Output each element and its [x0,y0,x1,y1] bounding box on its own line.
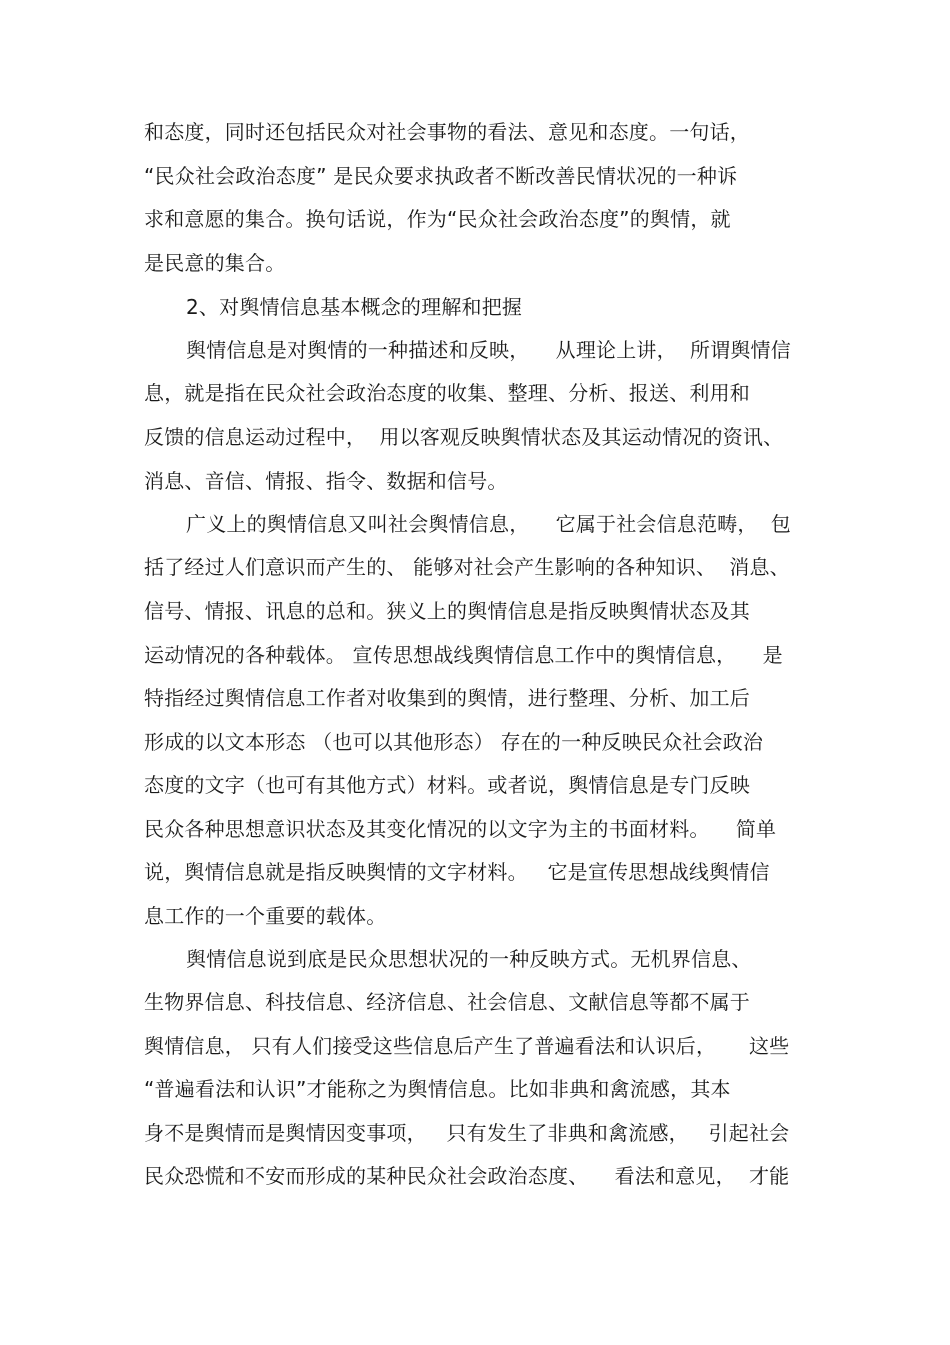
text-line: “普遍看法和认识”才能称之为舆情信息。比如非典和禽流感，其本 [144,1077,731,1101]
text-line: 运动情况的各种载体。 宣传思想战线舆情信息工作中的舆情信息， 是 [144,643,783,667]
text-line: 民众各种思想意识状态及其变化情况的以文字为主的书面材料。 简单 [144,817,777,841]
text-line: 和态度，同时还包括民众对社会事物的看法、意见和态度。一句话， [144,120,750,144]
text-line: 息工作的一个重要的载体。 [144,904,387,928]
text-line: 形成的以文本形态 （也可以其他形态） 存在的一种反映民众社会政治 [144,730,764,754]
text-line: 是民意的集合。 [144,251,286,275]
text-line: “民众社会政治态度” 是民众要求执政者不断改善民情状况的一种诉 [144,164,738,188]
text-line: 信号、情报、讯息的总和。狭义上的舆情信息是指反映舆情状态及其 [144,599,750,623]
section-heading: 2、对舆情信息基本概念的理解和把握 [186,295,523,319]
text-line: 态度的文字（也可有其他方式）材料。或者说，舆情信息是专门反映 [144,773,750,797]
text-line: 生物界信息、科技信息、经济信息、社会信息、文献信息等都不属于 [144,990,750,1014]
text-line: 广义上的舆情信息又叫社会舆情信息， 它属于社会信息范畴， 包 [186,512,791,536]
text-line: 说，舆情信息就是指反映舆情的文字材料。 它是宣传思想战线舆情信 [144,860,770,884]
text-line: 消息、音信、情报、指令、数据和信号。 [144,469,508,493]
text-line: 特指经过舆情信息工作者对收集到的舆情，进行整理、分析、加工后 [144,686,750,710]
text-line: 舆情信息说到底是民众思想状况的一种反映方式。无机界信息、 [186,947,752,971]
text-line: 民众恐慌和不安而形成的某种民众社会政治态度、 看法和意见， 才能 [144,1164,790,1188]
text-line: 舆情信息， 只有人们接受这些信息后产生了普遍看法和认识后， 这些 [144,1034,790,1058]
text-line: 息，就是指在民众社会政治态度的收集、整理、分析、报送、利用和 [144,381,750,405]
text-line: 身不是舆情而是舆情因变事项， 只有发生了非典和禽流感， 引起社会 [144,1121,790,1145]
text-line: 求和意愿的集合。换句话说，作为“民众社会政治态度”的舆情，就 [144,207,731,231]
text-line: 反馈的信息运动过程中， 用以客观反映舆情状态及其运动情况的资讯、 [144,425,784,449]
text-line: 括了经过人们意识而产生的、 能够对社会产生影响的各种知识、 消息、 [144,555,790,579]
text-line: 舆情信息是对舆情的一种描述和反映， 从理论上讲， 所谓舆情信 [186,338,791,362]
